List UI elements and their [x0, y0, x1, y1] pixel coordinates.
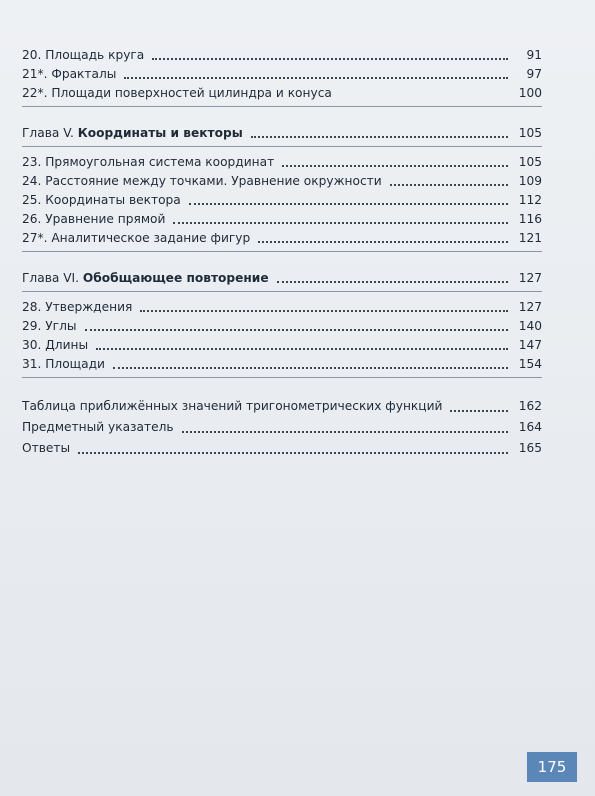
toc-entry-label: 26. Уравнение прямой: [22, 212, 166, 226]
toc-entry-page: 154: [518, 357, 542, 371]
dot-leader: [258, 240, 508, 243]
toc-entry-label: 31. Площади: [22, 357, 105, 371]
toc-chapter-5[interactable]: [22, 124, 542, 143]
toc-entry-21[interactable]: [22, 65, 542, 84]
section-divider: [22, 291, 542, 292]
toc-entry-trig-table[interactable]: [22, 396, 542, 417]
toc-entry-label: Ответы: [22, 441, 71, 455]
toc-entry-20[interactable]: [22, 46, 542, 65]
toc-entry-page: 109: [518, 174, 542, 188]
section-divider: [22, 377, 542, 378]
toc-entry-label: 21*. Фракталы: [22, 67, 117, 81]
toc-entry-answers[interactable]: [22, 438, 542, 459]
toc-entry-page: 162: [518, 399, 542, 413]
toc-chapter-label: [22, 124, 247, 143]
dot-leader: [450, 409, 508, 412]
toc-entry-page: 127: [518, 271, 542, 285]
toc-entry-label: 25. Координаты вектора: [22, 193, 181, 207]
toc-entry-31[interactable]: [22, 355, 542, 374]
dot-leader: [277, 280, 508, 283]
toc-entry-22[interactable]: [22, 84, 542, 103]
toc-entry-page: 105: [518, 126, 542, 140]
dot-leader: [140, 309, 508, 312]
toc-entry-29[interactable]: [22, 317, 542, 336]
toc-entry-label: 23. Прямоугольная система координат: [22, 155, 275, 169]
toc-entry-page: 116: [518, 212, 542, 226]
toc-entry-page: 147: [518, 338, 542, 352]
dot-leader: [340, 95, 508, 98]
dot-leader: [85, 328, 509, 331]
toc-entry-27[interactable]: [22, 229, 542, 248]
toc-entry-28[interactable]: [22, 298, 542, 317]
toc-entry-page: 127: [518, 300, 542, 314]
chapter-title: Обобщающее повторение: [82, 271, 269, 285]
toc-entry-26[interactable]: [22, 210, 542, 229]
toc-entry-label: 30. Длины: [22, 338, 89, 352]
chapter-prefix: Глава V.: [22, 126, 78, 140]
dot-leader: [182, 430, 508, 433]
dot-leader: [113, 366, 508, 369]
toc-entry-label: 20. Площадь круга: [22, 48, 145, 62]
page-number-badge: 175: [527, 752, 577, 782]
toc-entry-label: 22*. Площади поверхностей цилиндра и конуса: [22, 86, 332, 100]
toc-entry-label: Таблица приближённых значений тригонометрических функций: [22, 399, 443, 413]
dot-leader: [96, 347, 508, 350]
toc-entry-subject-index[interactable]: [22, 417, 542, 438]
chapter-prefix: Глава VI.: [22, 271, 83, 285]
section-divider: [22, 106, 542, 107]
table-of-contents: [22, 46, 542, 459]
toc-entry-label: 28. Утверждения: [22, 300, 133, 314]
dot-leader: [173, 221, 508, 224]
toc-entry-label: 24. Расстояние между точками. Уравнение окружности: [22, 174, 382, 188]
dot-leader: [124, 76, 508, 79]
toc-entry-page: 105: [518, 155, 542, 169]
toc-entry-page: 91: [526, 48, 542, 62]
section-divider: [22, 146, 542, 147]
chapter-title: Координаты и векторы: [77, 126, 243, 140]
toc-entry-page: 97: [526, 67, 542, 81]
toc-entry-label: 29. Углы: [22, 319, 77, 333]
toc-entry-23[interactable]: [22, 153, 542, 172]
toc-entry-page: 100: [518, 86, 542, 100]
dot-leader: [390, 183, 508, 186]
toc-entry-page: 165: [518, 441, 542, 455]
toc-entry-page: 112: [518, 193, 542, 207]
dot-leader: [78, 451, 508, 454]
toc-entry-24[interactable]: [22, 172, 542, 191]
toc-entry-page: 121: [518, 231, 542, 245]
dot-leader: [152, 57, 508, 60]
toc-entry-page: 164: [518, 420, 542, 434]
toc-entry-page: 140: [518, 319, 542, 333]
dot-leader: [251, 135, 508, 138]
toc-entry-label: 27*. Аналитическое задание фигур: [22, 231, 251, 245]
dot-leader: [189, 202, 508, 205]
dot-leader: [282, 164, 508, 167]
section-divider: [22, 251, 542, 252]
toc-chapter-6[interactable]: [22, 269, 542, 288]
toc-entry-30[interactable]: [22, 336, 542, 355]
toc-entry-25[interactable]: [22, 191, 542, 210]
toc-entry-label: Предметный указатель: [22, 420, 174, 434]
toc-chapter-label: [22, 269, 273, 288]
